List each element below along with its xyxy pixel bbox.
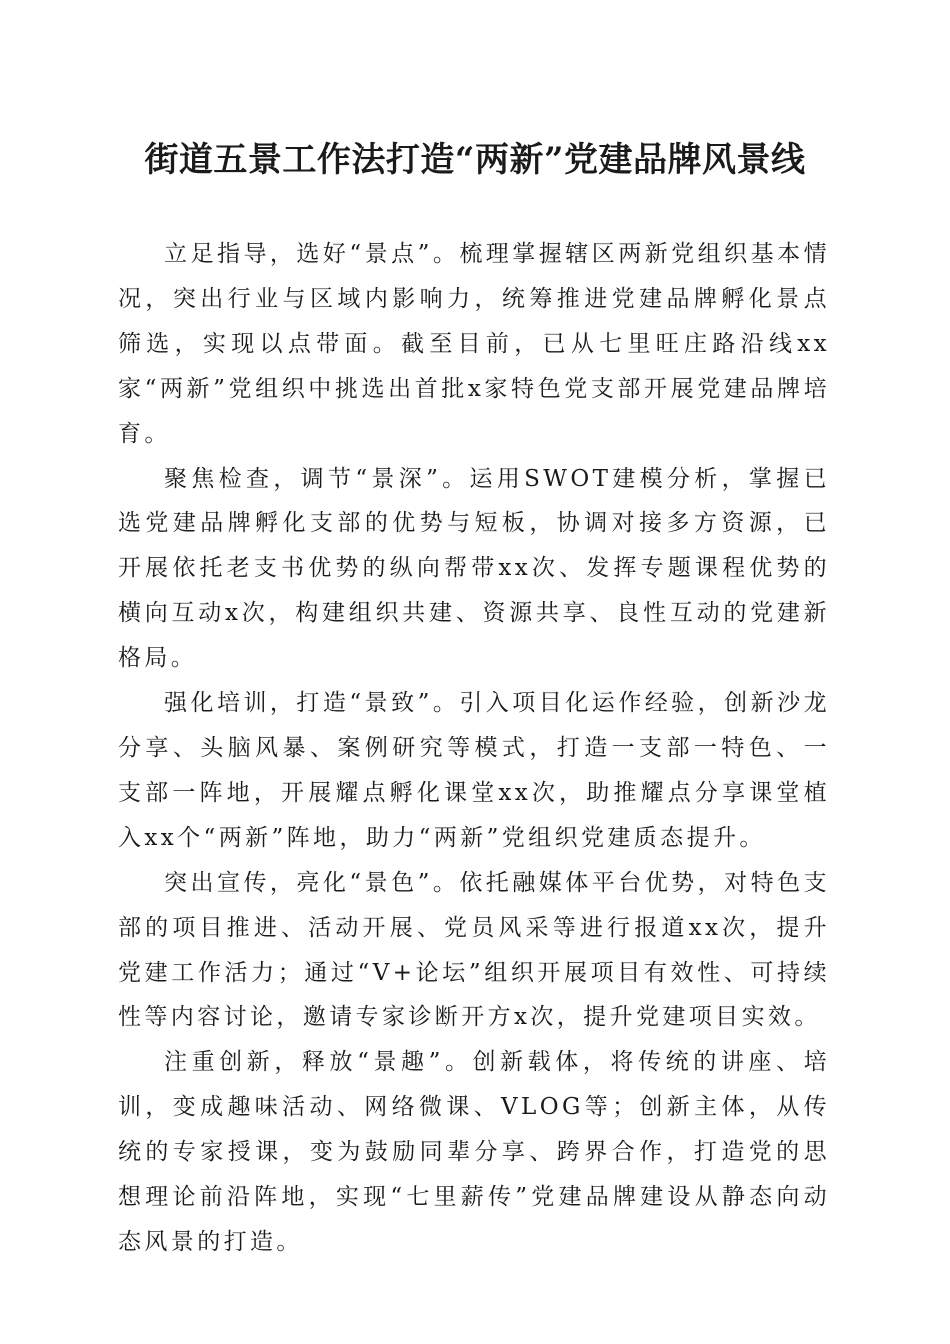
- document-title: 街道五景工作法打造“两新”党建品牌风景线: [144, 140, 806, 180]
- paragraph-inspection: 聚焦检查，调节“景深”。运用SWOT建模分析，掌握已选党建品牌孵化支部的优势与短板，协调对接多方资源，已开展依托老支书优势的纵向帮带xx次、发挥专题课程优势的横向互动x次，构建组织共建、资源共享、良性互动的党建新格局。: [118, 465, 830, 672]
- paragraph-publicity: 突出宣传，亮化“景色”。依托融媒体平台优势，对特色支部的项目推进、活动开展、党员风采等进行报道xx次，提升党建工作活力；通过“V+论坛”组织开展项目有效性、可持续性等内容讨论，邀请专家诊断开方x次，提升党建项目实效。: [118, 869, 830, 1031]
- paragraph-site-selection: 立足指导，选好“景点”。梳理掌握辖区两新党组织基本情况，突出行业与区域内影响力，统筹推进党建品牌孵化景点筛选，实现以点带面。截至目前，已从七里旺庄路沿线xx家“两新”党组织中挑选出首批x家特色党支部开展党建品牌培育。: [118, 241, 830, 447]
- paragraph-training: 强化培训，打造“景致”。引入项目化运作经验，创新沙龙分享、头脑风暴、案例研究等模式，打造一支部一特色、一支部一阵地，开展耀点孵化课堂xx次，助推耀点分享课堂植入xx个“两新”阵地，助力“两新”党组织党建质态提升。: [118, 690, 830, 851]
- document-body: [118, 232, 830, 1265]
- paragraph-innovation: 注重创新，释放“景趣”。创新载体，将传统的讲座、培训，变成趣味活动、网络微课、VLOG等；创新主体，从传统的专家授课，变为鼓励同辈分享、跨界合作，打造党的思想理论前沿阵地，实现“七里薪传”党建品牌建设从静态向动态风景的打造。: [118, 1049, 830, 1255]
